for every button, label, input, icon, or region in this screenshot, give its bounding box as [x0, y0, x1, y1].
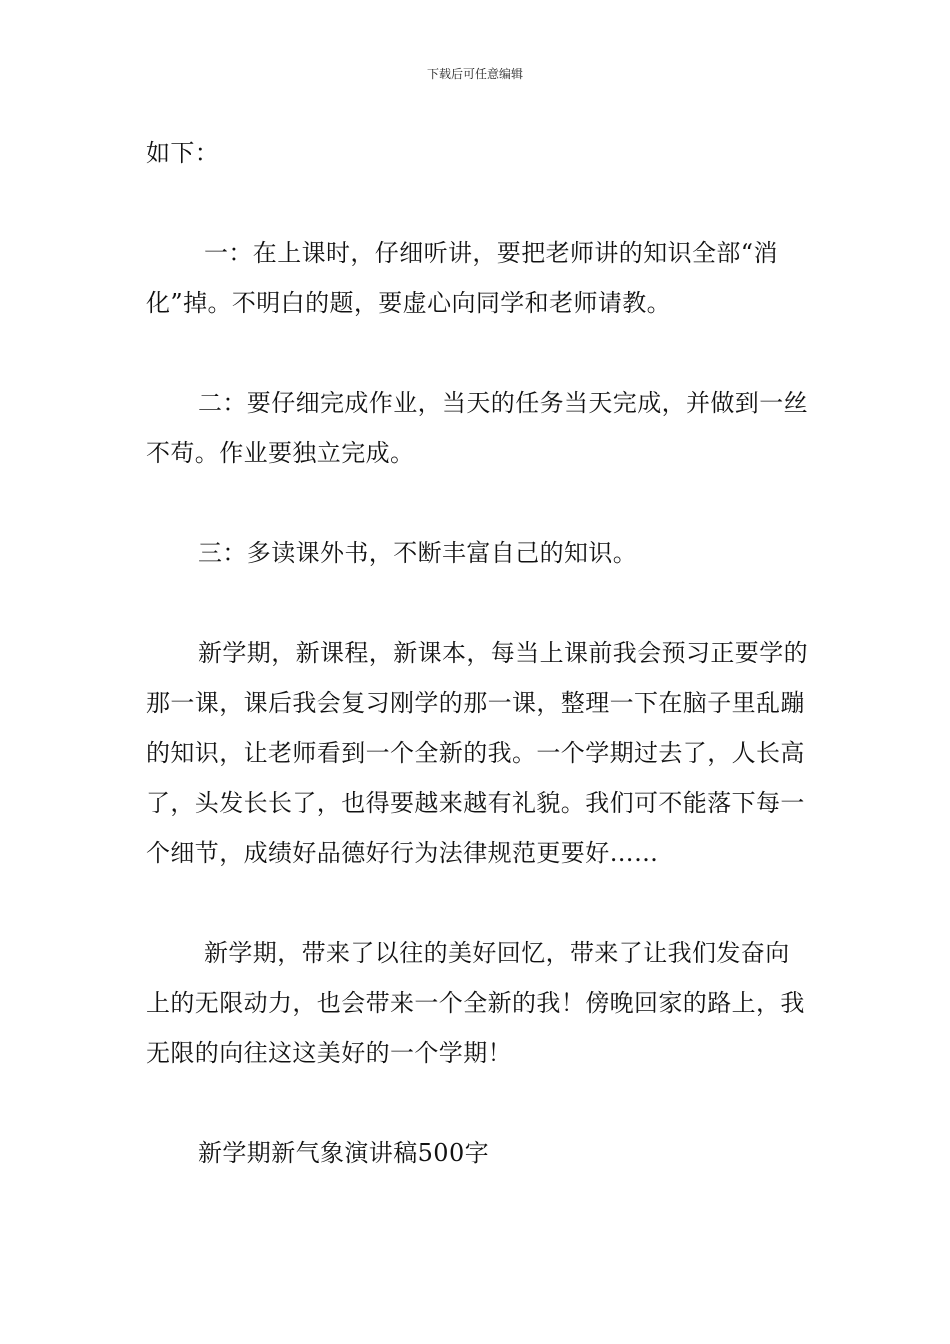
page-header: 下载后可任意编辑 — [426, 67, 523, 81]
paragraph-point-three: 三：多读课外书，不断丰富自己的知识。 — [198, 539, 638, 567]
paragraph-new-semester-2: 新学期，带来了以往的美好回忆，带来了让我们发奋向上的无限动力，也会带来一个全新的我！傍晚回家的路上，我无限的向往这这美好的一个学期！ — [146, 939, 805, 1067]
intro-line: 如下： — [146, 139, 220, 167]
paragraph-new-semester-1: 新学期，新课程，新课本，每当上课前我会预习正要学的那一课，课后我会复习刚学的那一课，整理一下在脑子里乱蹦的知识，让老师看到一个全新的我。一个学期过去了，人长高了，头发长长了，也得要越来越有礼貌。我们可不能落下每一个细节，成绩好品德好行为法律规范更要好…… — [146, 639, 808, 867]
section-title: 新学期新气象演讲稿500字 — [198, 1139, 490, 1167]
paragraph-point-one: 一：在上课时，仔细听讲，要把老师讲的知识全部“消化”掉。不明白的题，要虚心向同学和老师请教。 — [146, 239, 778, 317]
document-body — [146, 128, 808, 1178]
paragraph-point-two: 二：要仔细完成作业，当天的任务当天完成，并做到一丝不苟。作业要独立完成。 — [146, 389, 808, 467]
